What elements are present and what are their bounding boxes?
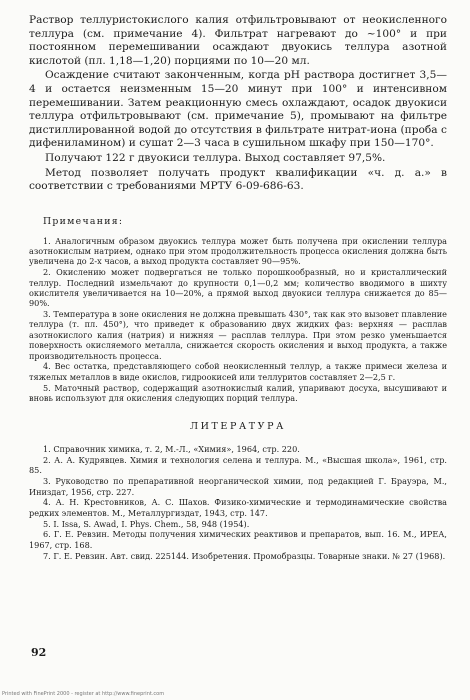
print-footer: Printed with FinePrint 2000 - register at http://www.fineprint.com <box>2 691 165 697</box>
note-item: 4. Вес остатка, представляющего собой неокисленный теллур, а также примеси железа и тяжелых металлов в виде окислов, гидроокисей или теллуритов составляет 2—2,5 г. <box>29 361 447 382</box>
references-heading: ЛИТЕРАТУРА <box>190 421 286 433</box>
page-number: 92 <box>31 646 47 659</box>
reference-item: 4. А. Н. Крестовников, А. С. Шахов. Физико-химические и термодинамические свойства редких элементов. М., Металлургиздат, 1943, стр. 147. <box>29 497 447 518</box>
paragraph: Раствор теллуристокислого калия отфильтровывают от неокисленного теллура (см. примечание 4). Фильтрат нагревают до ~100° и при постоянном перемешивании осаждают двуокись теллура азотной кислотой (пл. 1,18—1,20) порциями по 10—20 мл. <box>29 14 447 67</box>
main-text <box>29 14 447 194</box>
reference-item: 3. Руководство по препаративной неорганической химии, под редакцией Г. Брауэра, М., Иниздат, 1956, стр. 227. <box>29 476 447 497</box>
paragraph: Получают 122 г двуокиси теллура. Выход составляет 97,5%. <box>45 151 386 164</box>
note-item: 2. Окислению может подвергаться не только порошкообразный, но и кристаллический теллур. Последний измельчают до крупности 0,1—0,2 мм; количество вводимого в шихту окислителя увеличивается на 10—20%, а прямой выход двуокиси теллура снижается до 85—90%. <box>29 267 447 309</box>
paragraph: Метод позволяет получать продукт квалификации «ч. д. а.» в соответствии с требованиями МРТУ 6-09-686-63. <box>29 166 447 193</box>
page <box>29 14 447 561</box>
reference-item: 5. I. Issa, S. Awad, I. Phys. Chem., 58, 948 (1954). <box>43 518 250 529</box>
notes-heading: Примечания: <box>43 215 124 227</box>
paragraph: Осаждение считают законченным, когда pH раствора достигнет 3,5—4 и остается неизменным 15—20 минут при 100° и интенсивном перемешивании. Затем реакционную смесь охлаждают, осадок двуокиси теллура отфильтровывают (см. примечание 5), промывают на фильтре дистиллированной водой до отсутствия в фильтрате нитрат-иона (проба с дифениламином) и сушат 2—3 часа в сушильном шкафу при 150—170°. <box>29 69 447 150</box>
reference-item: 6. Г. Е. Ревзин. Методы получения химических реактивов и препаратов, вып. 16. М., ИРЕА, 1967, стр. 168. <box>29 529 447 550</box>
reference-item: 1. Справочник химика, т. 2, М.-Л., «Химия», 1964, стр. 220. <box>43 444 300 455</box>
notes-list <box>29 236 447 404</box>
reference-item: 7. Г. Е. Ревзин. Авт. свид. 225144. Изобретения. Промобразцы. Товарные знаки. № 27 (1968). <box>43 550 446 561</box>
note-item: 1. Аналогичным образом двуокись теллура может быть получена при окислении теллура азотнокислым натрием, однако при этом продолжительность процесса окисления должна быть увеличена до 2-х часов, а выход продукта составляет 90—95%. <box>29 235 447 267</box>
note-item: 5. Маточный раствор, содержащий азотнокислый калий, упаривают досуха, высушивают и вновь используют для окисления следующих порций теллура. <box>29 382 447 403</box>
references-list <box>29 444 447 561</box>
reference-item: 2. А. А. Кудрявцев. Химия и технология селена и теллура. М., «Высшая школа», 1961, стр. 85. <box>29 455 447 476</box>
note-item: 3. Температура в зоне окисления не должна превышать 430°, так как это вызовет плавление теллура (т. пл. 450°), что приведет к образованию двух жидких фаз: верхняя — расплав азотнокислого калия (натрия) и нижняя — расплав теллура. При этом резко уменьшается поверхность окисляемого металла, снижается скорость окисления и выход продукта, а также производительность процесса. <box>29 309 447 361</box>
